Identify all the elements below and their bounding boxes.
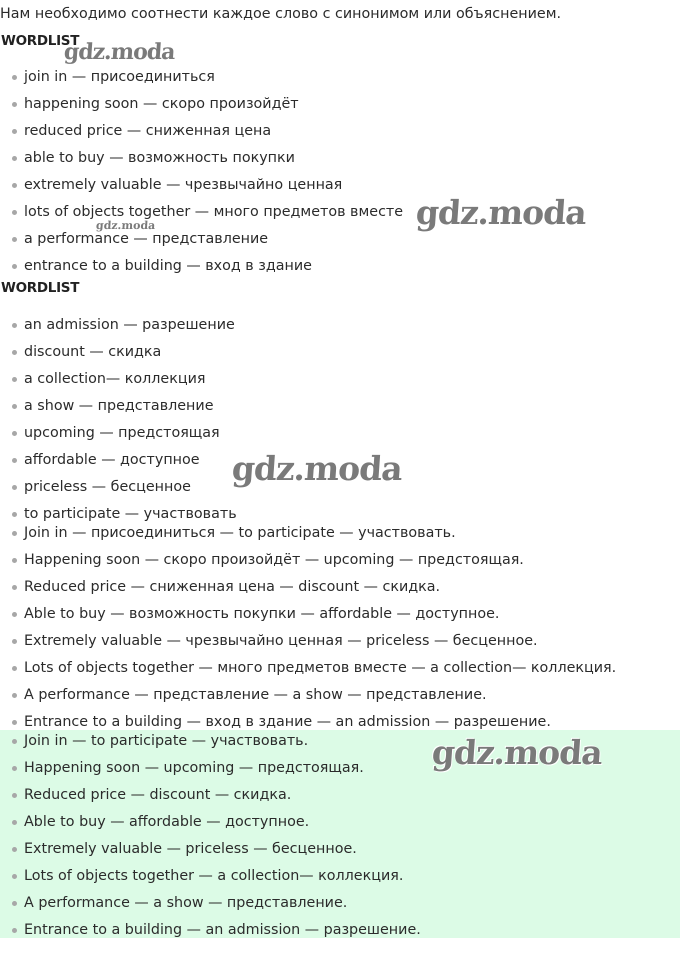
bullet-icon: [12, 404, 17, 409]
list-item: priceless — бесценное: [12, 477, 191, 497]
list-item: entrance to a building — вход в здание: [12, 256, 312, 276]
bullet-icon: [12, 820, 17, 825]
list-item: Join in — to participate — участвовать.: [12, 731, 308, 751]
list-item: Reduced price — сниженная цена — discount — скидка.: [12, 577, 440, 597]
intro-text: Нам необходимо соотнести каждое слово с синонимом или объяснением.: [0, 6, 562, 22]
bullet-icon: [12, 431, 17, 436]
bullet-icon: [12, 237, 17, 242]
list-item: discount — скидка: [12, 342, 161, 362]
list-item: extremely valuable — чрезвычайно ценная: [12, 175, 342, 195]
bullet-icon: [12, 739, 17, 744]
watermark: gdz.moda: [230, 449, 404, 488]
watermark: gdz.moda: [95, 219, 156, 232]
list-item: an admission — разрешение: [12, 315, 235, 335]
list-item: upcoming — предстоящая: [12, 423, 220, 443]
bullet-icon: [12, 350, 17, 355]
bullet-icon: [12, 531, 17, 536]
bullet-icon: [12, 766, 17, 771]
list-item: happening soon — скоро произойдёт: [12, 94, 299, 114]
list-item: join in — присоединиться: [12, 67, 215, 87]
bullet-icon: [12, 793, 17, 798]
bullet-icon: [12, 639, 17, 644]
list-item: Able to buy — возможность покупки — affordable — доступное.: [12, 604, 499, 624]
bullet-icon: [12, 129, 17, 134]
list-item: Extremely valuable — чрезвычайно ценная — priceless — бесценное.: [12, 631, 538, 651]
list-item: Extremely valuable — priceless — бесценное.: [12, 839, 357, 859]
list-item: A performance — представление — a show — представление.: [12, 685, 487, 705]
bullet-icon: [12, 210, 17, 215]
bullet-icon: [12, 693, 17, 698]
list-item: Reduced price — discount — скидка.: [12, 785, 291, 805]
bullet-icon: [12, 156, 17, 161]
bullet-icon: [12, 183, 17, 188]
bullet-icon: [12, 585, 17, 590]
bullet-icon: [12, 458, 17, 463]
bullet-icon: [12, 720, 17, 725]
list-item: Entrance to a building — an admission — разрешение.: [12, 920, 421, 940]
bullet-icon: [12, 102, 17, 107]
list-item: able to buy — возможность покупки: [12, 148, 295, 168]
bullet-icon: [12, 512, 17, 517]
bullet-icon: [12, 928, 17, 933]
list-item: Join in — присоединиться — to participate — участвовать.: [12, 523, 456, 543]
bullet-icon: [12, 874, 17, 879]
bullet-icon: [12, 612, 17, 617]
bullet-icon: [12, 323, 17, 328]
list-item: a performance — представление: [12, 229, 268, 249]
watermark: gdz.moda: [63, 39, 176, 65]
bullet-icon: [12, 666, 17, 671]
list-item: A performance — a show — представление.: [12, 893, 347, 913]
list-item: lots of objects together — много предметов вместе: [12, 202, 403, 222]
list-item: Able to buy — affordable — доступное.: [12, 812, 309, 832]
list-item: Lots of objects together — a collection— коллекция.: [12, 866, 403, 886]
bullet-icon: [12, 901, 17, 906]
list-item: a collection— коллекция: [12, 369, 205, 389]
bullet-icon: [12, 485, 17, 490]
watermark: gdz.moda: [430, 733, 604, 772]
bullet-icon: [12, 377, 17, 382]
wordlist-heading-2: WORDLIST: [1, 280, 80, 296]
bullet-icon: [12, 847, 17, 852]
list-item: Lots of objects together — много предметов вместе — a collection— коллекция.: [12, 658, 616, 678]
bullet-icon: [12, 558, 17, 563]
list-item: Happening soon — скоро произойдёт — upcoming — предстоящая.: [12, 550, 524, 570]
list-item: Happening soon — upcoming — предстоящая.: [12, 758, 364, 778]
list-item: reduced price — сниженная цена: [12, 121, 271, 141]
list-item: affordable — доступное: [12, 450, 200, 470]
watermark: gdz.moda: [414, 193, 588, 232]
list-item: a show — представление: [12, 396, 214, 416]
bullet-icon: [12, 75, 17, 80]
wordlist-heading-1: WORDLIST: [1, 33, 80, 49]
bullet-icon: [12, 264, 17, 269]
list-item: Entrance to a building — вход в здание — an admission — разрешение.: [12, 712, 551, 732]
list-item: to participate — участвовать: [12, 504, 237, 524]
